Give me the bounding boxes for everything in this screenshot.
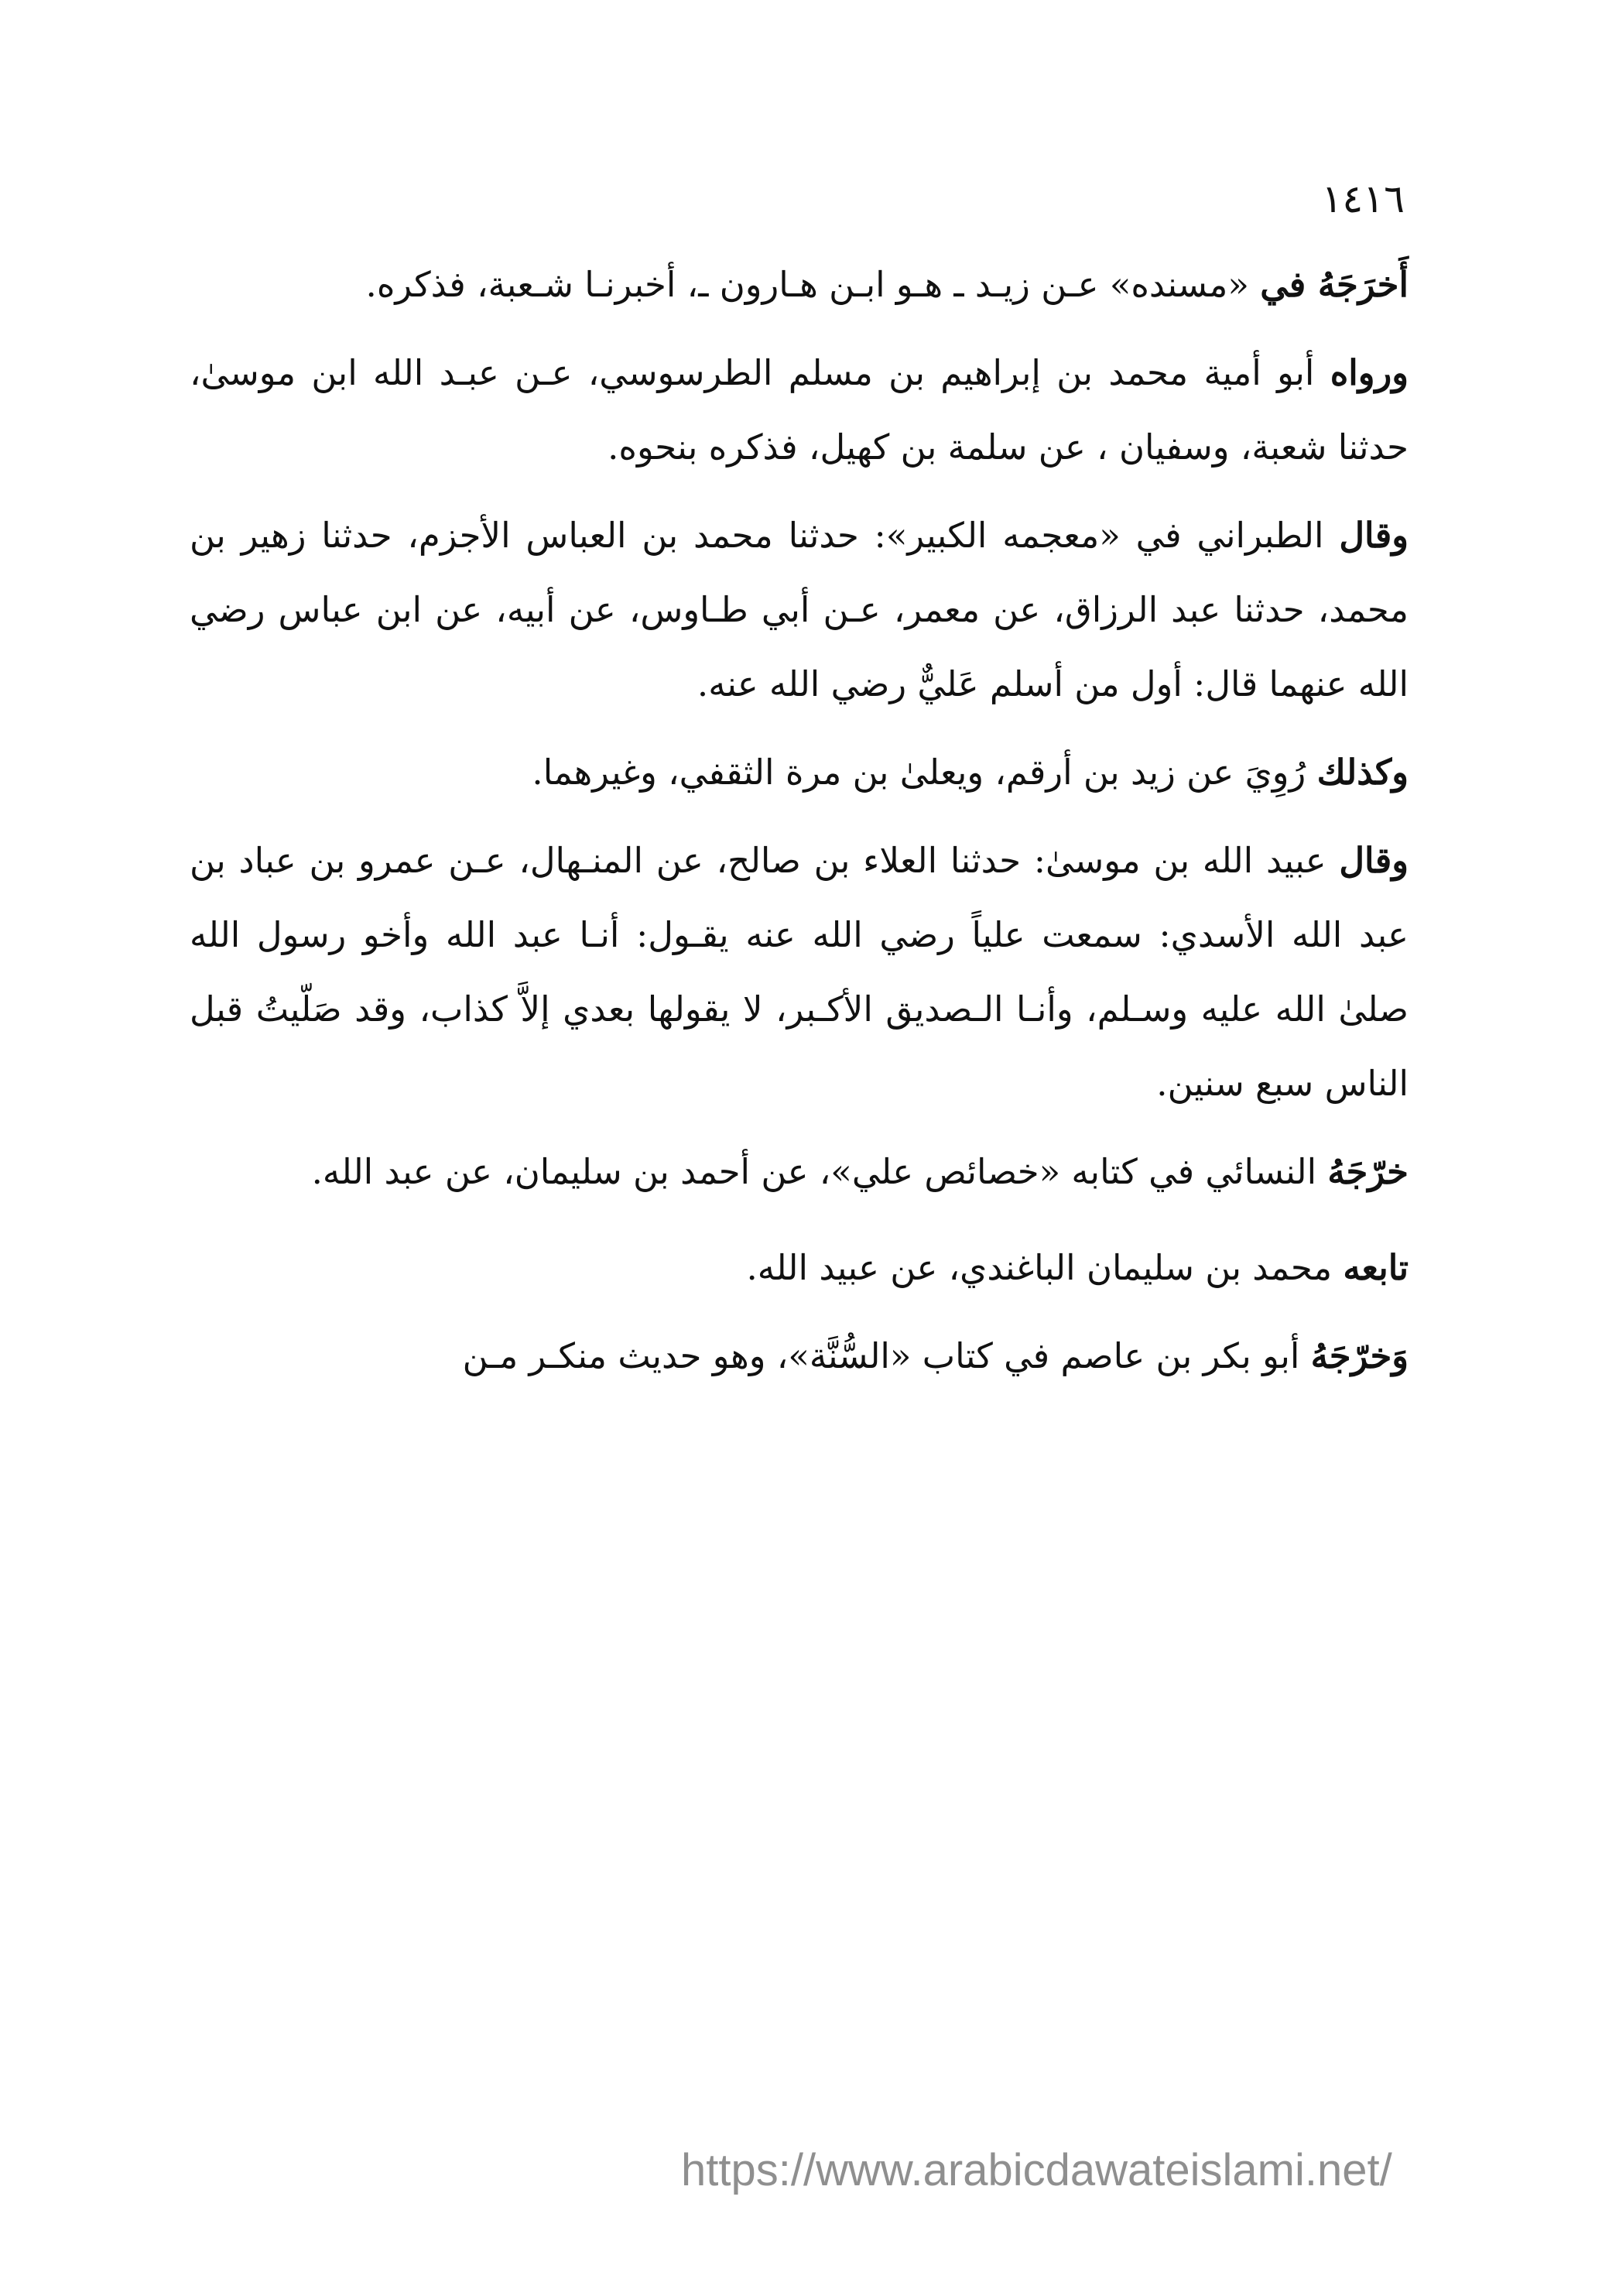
paragraph-lead-word: وكذلك [1316,752,1409,793]
paragraph-lead-word: وقال [1339,840,1409,881]
paragraph-text: محمد بن سليمان الباغندي، عن عبيد الله. [746,1247,1344,1288]
paragraph-text: رُوِيَ عن زيد بن أرقم، ويعلىٰ بن مرة الثقفي، وغيرهما. [532,752,1317,793]
paragraph-text: «مسنده» عـن زيـد ـ هـو ابـن هـارون ـ، أخبرنـا شـعبة، فذكره. [365,264,1261,305]
paragraph-lead-word: وَخرّجَهُ [1310,1335,1409,1376]
paragraph-text: أبو بكر بن عاصم في كتاب «السُّنَّة»، وهو حديث منكـر مـن [462,1335,1311,1376]
paragraph-text: الطبراني في «معجمه الكبير»: حدثنا محمد بن العباس الأجزم، حدثنا زهير بن محمد، حدثنا عبد الرزاق، عن معمر، عـن أبي طـاوس، عن أبيه، عن ابن عباس رضي الله عنهما قال: أول من أسلم عَليٌّ رضي الله عنه. [190,515,1409,704]
paragraph-text: النسائي في كتابه «خصائص علي»، عن أحمد بن سليمان، عن عبد الله. [311,1151,1328,1192]
paragraph [190,1135,1409,1209]
paragraph-lead-word: وقال [1339,515,1409,556]
paragraph [190,735,1409,810]
paragraph [190,499,1409,721]
page-number: ١٤١٦ [1321,176,1405,221]
paragraph-lead-word: تابعه [1343,1247,1409,1288]
paragraph-lead-word: ورواه [1330,352,1409,393]
paragraph [190,336,1409,485]
paragraph-text: عبيد الله بن موسىٰ: حدثنا العلاء بن صالح، عن المنـهال، عـن عمرو بن عباد بن عبد الله الأسدي: سمعت علياً رضي الله عنه يقـول: أنـا عبد الله وأخو رسول الله صلىٰ الله عليه وسـلم، وأنـا الـصديق الأكـبر، لا يقولها بعدي إلاَّ كذاب، وقد صَلّيتُ قبل الناس سبع سنين. [190,840,1409,1104]
paragraph [190,1319,1409,1393]
paragraph-lead-word: أَخرَجَهُ في [1260,264,1409,305]
watermark-url: https://www.arabicdawateislami.net/ [681,2145,1392,2195]
page-body [190,248,1409,1407]
paragraph-text: أبو أمية محمد بن إبراهيم بن مسلم الطرسوسي، عـن عبـد الله ابن موسىٰ، حدثنا شعبة، وسفيان ، عن سلمة بن كهيل، فذكره بنحوه. [190,352,1409,468]
paragraph-lead-word: خرّجَهُ [1327,1151,1409,1192]
paragraph [190,248,1409,322]
paragraph [190,824,1409,1121]
paragraph [190,1231,1409,1305]
